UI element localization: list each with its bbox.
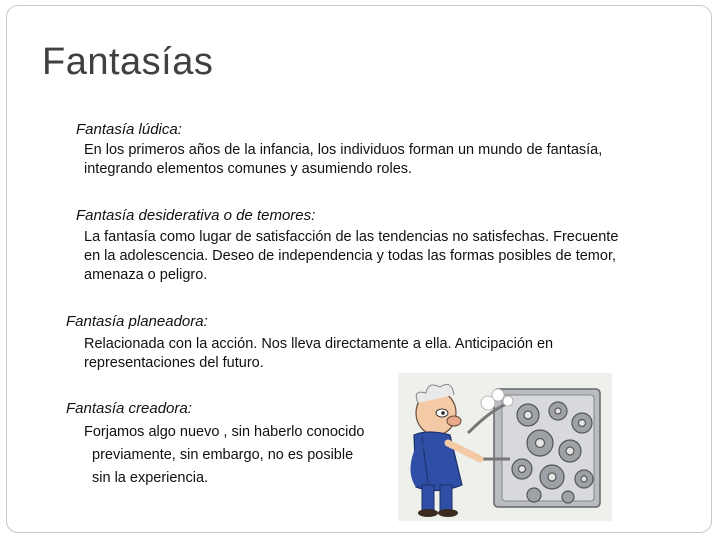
text-line: integrando elementos comunes y asumiendo roles.: [84, 161, 413, 177]
section-text-ludica: [84, 141, 602, 179]
text-line: La fantasía como lugar de satisfacción de las tendencias no satisfechas. Frecuente: [84, 229, 619, 245]
section-heading-ludica: Fantasía lúdica:: [76, 121, 182, 138]
section-text-desiderativa: [84, 228, 618, 285]
section-text-planeadora: [84, 335, 553, 373]
section-heading-desiderativa: Fantasía desiderativa o de temores:: [76, 207, 316, 224]
text-line: En los primeros años de la infancia, los individuos forman un mundo de fantasía,: [84, 142, 603, 158]
text-line: representaciones del futuro.: [84, 355, 264, 371]
text-line: Relacionada con la acción. Nos lleva directamente a ella. Anticipación en: [84, 336, 554, 352]
text-line: en la adolescencia. Deseo de independencia y todas las formas posibles de temor,: [84, 248, 616, 264]
slide-title: Fantasías: [42, 41, 214, 83]
inventor-with-gears-illustration: [398, 373, 612, 521]
section-text-creadora: [84, 421, 365, 490]
section-heading-planeadora: Fantasía planeadora:: [66, 313, 208, 330]
text-line: amenaza o peligro.: [84, 267, 208, 283]
text-line: previamente, sin embargo, no es posible: [92, 447, 354, 463]
section-heading-creadora: Fantasía creadora:: [66, 400, 192, 417]
text-line: sin la experiencia.: [92, 470, 209, 486]
text-line: Forjamos algo nuevo , sin haberlo conocido: [84, 424, 365, 440]
